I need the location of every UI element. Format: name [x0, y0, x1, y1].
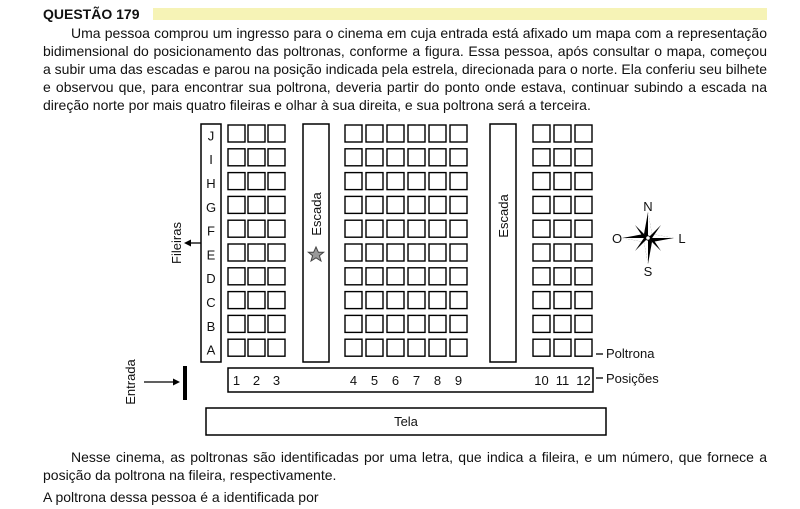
seat [408, 125, 425, 142]
seat [387, 196, 404, 213]
seat [554, 125, 571, 142]
seat [345, 244, 362, 261]
seat [429, 339, 446, 356]
seat [345, 292, 362, 309]
position-number: 8 [433, 373, 442, 388]
compass-rose-icon [622, 212, 674, 264]
seat [345, 196, 362, 213]
seat [366, 244, 383, 261]
seat [554, 196, 571, 213]
seat [575, 315, 592, 332]
seat [248, 292, 265, 309]
row-letter: H [206, 176, 216, 191]
screen-label: Tela [394, 414, 418, 429]
seat [533, 196, 550, 213]
seat [554, 339, 571, 356]
seat [408, 220, 425, 237]
seat [366, 125, 383, 142]
seat [228, 268, 245, 285]
seat [228, 339, 245, 356]
seat [450, 244, 467, 261]
compass-south-label: S [643, 264, 653, 279]
explanation-paragraph: Nesse cinema, as poltronas são identificadas por uma letra, que indica a fileira, e um número, que fornece a posição da poltrona na fileira, respectivamente. [43, 449, 767, 483]
compass-north-label: N [643, 199, 653, 214]
seat [408, 149, 425, 166]
seat [387, 315, 404, 332]
seat [429, 268, 446, 285]
seat [387, 292, 404, 309]
seat [533, 339, 550, 356]
seat [248, 125, 265, 142]
seat [554, 149, 571, 166]
seat [248, 173, 265, 190]
seat [533, 292, 550, 309]
left-staircase-label: Escada [309, 192, 324, 236]
row-letter: J [207, 128, 215, 144]
seat [554, 315, 571, 332]
position-number: 5 [370, 373, 379, 388]
position-number: 10 [534, 373, 549, 388]
position-number: 1 [232, 373, 241, 388]
seat [268, 292, 285, 309]
seat [228, 315, 245, 332]
position-number: 12 [576, 373, 591, 388]
seat [575, 173, 592, 190]
seat [450, 196, 467, 213]
seat [387, 173, 404, 190]
seat [429, 196, 446, 213]
seat [575, 339, 592, 356]
seat [408, 292, 425, 309]
entrance-door [183, 366, 187, 400]
seat [408, 315, 425, 332]
seat [268, 149, 285, 166]
seat [387, 268, 404, 285]
seat-pointer-label: Poltrona [606, 346, 655, 361]
position-number: 11 [555, 373, 570, 388]
seat [345, 149, 362, 166]
seat [554, 268, 571, 285]
seat [387, 125, 404, 142]
compass-east-label: L [678, 231, 686, 246]
question-header [43, 6, 767, 22]
seat [450, 315, 467, 332]
seat [268, 196, 285, 213]
seat [366, 149, 383, 166]
row-letter: D [206, 271, 216, 287]
seat [575, 268, 592, 285]
seat [450, 173, 467, 190]
seat [228, 292, 245, 309]
positions-pointer-label: Posições [606, 371, 659, 386]
seat [248, 244, 265, 261]
seat [450, 125, 467, 142]
row-letter: I [209, 152, 213, 168]
seat [429, 220, 446, 237]
seat [228, 220, 245, 237]
position-number: 4 [349, 373, 358, 388]
seat [450, 292, 467, 309]
position-number: 7 [412, 373, 421, 388]
seat [554, 244, 571, 261]
entrance-arrow-head-icon [173, 379, 180, 386]
seat [575, 220, 592, 237]
left-staircase [303, 124, 329, 362]
header-accent-bar [153, 8, 767, 20]
seat [366, 268, 383, 285]
seat [345, 315, 362, 332]
position-number: 6 [391, 373, 400, 388]
seat [366, 315, 383, 332]
seat [228, 149, 245, 166]
seat [268, 173, 285, 190]
seat [429, 149, 446, 166]
seat [450, 220, 467, 237]
seat [408, 244, 425, 261]
seat [366, 292, 383, 309]
seat [554, 292, 571, 309]
seat [366, 173, 383, 190]
seat [387, 339, 404, 356]
seat [345, 220, 362, 237]
seat [366, 220, 383, 237]
seat [429, 125, 446, 142]
seat [408, 268, 425, 285]
seat [450, 339, 467, 356]
position-number: 2 [252, 373, 261, 388]
rows-arrow-head-icon [184, 240, 191, 247]
seat [268, 315, 285, 332]
seat [248, 339, 265, 356]
seat [429, 292, 446, 309]
seat [575, 292, 592, 309]
seat [268, 220, 285, 237]
seat [345, 339, 362, 356]
seat [533, 149, 550, 166]
seat [554, 173, 571, 190]
row-letter: E [206, 247, 216, 263]
seat [575, 244, 592, 261]
seat [345, 268, 362, 285]
right-staircase-label: Escada [496, 194, 511, 238]
question-title: QUESTÃO 179 [43, 6, 140, 22]
seat [366, 196, 383, 213]
seat [554, 220, 571, 237]
seat [387, 244, 404, 261]
seat [268, 339, 285, 356]
seat [248, 220, 265, 237]
intro-paragraph: Uma pessoa comprou um ingresso para o cinema em cuja entrada está afixado um mapa com a representação bidimensional do posicionamento das poltronas, conforme a figura. Essa pessoa, após consultar o mapa, começou a subir uma das escadas e parou na posição indicada pela estrela, direcionada para o norte. Ela conferiu seu bilhete e observou que, para encontrar sua poltrona, deveria partir do ponto onde estava, continuar subindo a escada na direção norte por mais quatro fileiras e olhar à sua direita, e sua poltrona será a terceira. [43, 25, 767, 113]
seat [248, 315, 265, 332]
seat [429, 315, 446, 332]
row-letter: B [206, 318, 216, 334]
seat [450, 149, 467, 166]
seat [228, 244, 245, 261]
seat [429, 173, 446, 190]
position-number: 3 [272, 373, 281, 388]
seat [533, 244, 550, 261]
seat [345, 125, 362, 142]
seat [408, 196, 425, 213]
seat-grid [228, 125, 592, 356]
seat [228, 196, 245, 213]
seat [450, 268, 467, 285]
seat [248, 268, 265, 285]
position-number-strip [228, 368, 593, 392]
seat [248, 196, 265, 213]
seat [533, 125, 550, 142]
right-staircase [490, 124, 516, 362]
row-letter: G [205, 199, 217, 215]
seat [228, 173, 245, 190]
seat [268, 268, 285, 285]
row-letter: C [206, 295, 216, 310]
question-prompt: A poltrona dessa pessoa é a identificada por [43, 489, 319, 505]
seat [533, 268, 550, 285]
seat [408, 339, 425, 356]
seat [268, 244, 285, 261]
compass-west-label: O [611, 231, 623, 246]
seat [387, 220, 404, 237]
row-letter: A [206, 342, 216, 358]
seat [408, 173, 425, 190]
seat [533, 315, 550, 332]
seat [345, 173, 362, 190]
entrance-label: Entrada [123, 359, 138, 405]
seat [575, 125, 592, 142]
seat [533, 173, 550, 190]
row-letter: F [207, 223, 215, 239]
seat [575, 196, 592, 213]
seat [533, 220, 550, 237]
row-letter-column [201, 124, 221, 362]
seat [387, 149, 404, 166]
seat [248, 149, 265, 166]
seat [429, 244, 446, 261]
seat [268, 125, 285, 142]
position-number: 9 [454, 373, 463, 388]
seat [366, 339, 383, 356]
rows-axis-label: Fileiras [169, 222, 184, 264]
seat [575, 149, 592, 166]
seat [228, 125, 245, 142]
